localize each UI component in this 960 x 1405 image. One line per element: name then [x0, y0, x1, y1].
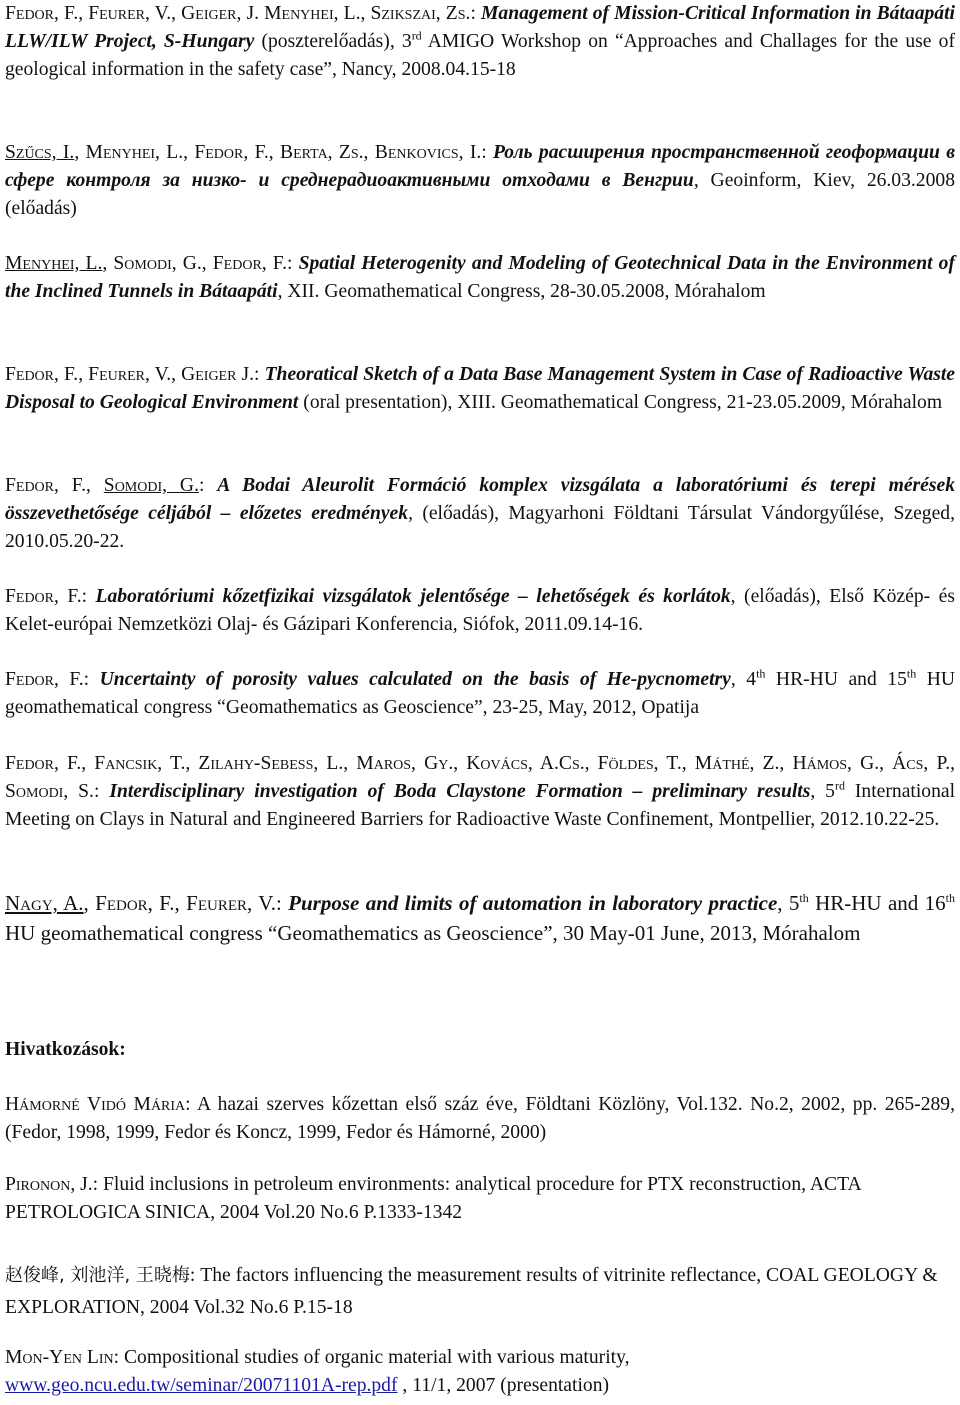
publication-entry: Fedor, F., Fancsik, T., Zilahy-Sebess, L., Maros, Gy., Kovács, A.Cs., Földes, T., Máthé, Z., Hámos, G., Ács, P., Somodi, S.: Interdisciplinary investigation of Boda Claystone Formation – preliminary results, 5rd International Meeting on Clays in Natural and Engineered Barriers for Radioactive Waste Confinement, Montpellier, 2012.10.22-25.	[5, 753, 956, 830]
citation-authors: Mon-Yen Lin	[5, 1347, 114, 1368]
citation-text: : Fluid inclusions in petroleum environments: analytical procedure for PTX reconstruction, ACTA PETROLOGICA SINICA, 2004 Vol.20 No.6 P.1333-1342	[5, 1174, 861, 1223]
citation-text: : Compositional studies of organic material with various maturity,	[113, 1347, 630, 1368]
entry-title: Spatial Heterogenity and Modeling of Geotechnical Data in the Environment of the Inclined Tunnels in Bátaapáti	[5, 253, 956, 302]
citation-text: : A hazai szerves kőzettan első száz éve, Földtani Közlöny, Vol.132. No.2, 2002, pp. 265-289, (Fedor, 1998, 1999, Fedor és Koncz, 1999, Fedor és Hámorné, 2000)	[5, 1094, 955, 1143]
entry-title: Management of Mission-Critical Information in Bátaapáti LLW/ILW Project, S-Hungary	[5, 3, 955, 52]
entry-title: Роль расширения пространственной геоформации в сфере контроля за низко- и среднерадиоактивными отходами в Венгрии	[5, 142, 956, 191]
citation-entry	[5, 1260, 955, 1324]
publication-entry: Fedor, F.: Laboratóriumi kőzetfizikai vizsgálatok jelentősége – lehetőségek és korlátok, (előadás), Első Közép- és Kelet-európai Nemzetközi Olaj- és Gázipari Konferencia, Siófok, 2011.09.14-16.	[5, 586, 955, 635]
entry-authors: Fedor, F.	[5, 669, 84, 690]
publication-entry: Nagy, A., Fedor, F., Feurer, V.: Purpose and limits of automation in laboratory practice, 5th HR-HU and 16th HU geomathematical congress “Geomathematics as Geoscience”, 30 May-01 June, 2013, Mórahalom	[5, 891, 955, 945]
entry-author-underlined: Menyhei, L.	[5, 253, 103, 274]
entry-authors: , Somodi, G., Fedor, F.	[102, 253, 288, 274]
entry-authors: Fedor, F., Feurer, V., Geiger J.	[5, 364, 255, 385]
entry-authors: , Fedor, F., Feurer, V.	[83, 891, 276, 915]
entry-author-underlined: Szűcs, I.	[5, 142, 75, 163]
citation-entry	[5, 1091, 955, 1147]
publication-entry: Fedor, F., Somodi, G.: A Bodai Aleurolit Formáció komplex vizsgálata a laboratóriumi és terepi mérések összevethetősége céljából – előzetes eredmények, (előadás), Magyarhoni Földtani Társulat Vándorgyűlése, Szeged, 2010.05.20-22.	[5, 475, 956, 552]
entry-authors: , Menyhei, L., Fedor, F., Berta, Zs., Benkovics, I.	[74, 142, 482, 163]
publication-entry: Menyhei, L., Somodi, G., Fedor, F.: Spatial Heterogenity and Modeling of Geotechnical Data in the Environment of the Inclined Tunnels in Bátaapáti, XII. Geomathematical Congress, 28-30.05.2008, Mórahalom	[5, 253, 956, 302]
citation-text: , 11/1, 2007 (presentation)	[397, 1375, 610, 1396]
entry-title: A Bodai Aleurolit Formáció komplex vizsgálata a laboratóriumi és terepi mérések összevethetősége céljából – előzetes eredmények	[5, 475, 955, 524]
publication-entry: Fedor, F., Feurer, V., Geiger J.: Theoratical Sketch of a Data Base Management System in Case of Radioactive Waste Disposal to Geological Environment (oral presentation), XIII. Geomathematical Congress, 21-23.05.2009, Mórahalom	[5, 364, 955, 413]
publication-entry: Fedor, F.: Uncertainty of porosity values calculated on the basis of He-pycnometry, 4th HR-HU and 15th HU geomathematical congress “Geomathematics as Geoscience”, 23-25, May, 2012, Opatija	[5, 666, 956, 718]
citation-link[interactable]: www.geo.ncu.edu.tw/seminar/20071101A-rep.pdf	[5, 1375, 398, 1396]
citation-text: : The factors influencing the measurement results of vitrinite reflectance, COAL GEOLOGY & EXPLORATION, 2004 Vol.32 No.6 P.15-18	[5, 1265, 938, 1318]
publication-entry: Fedor, F., Feurer, V., Geiger, J. Menyhei, L., Szikszai, Zs.: Management of Mission-Critical Information in Bátaapáti LLW/ILW Project, S-Hungary (poszterelőadás), 3rd AMIGO Workshop on “Approaches and Challages for the use of geological information in the safety case”, Nancy, 2008.04.15-18	[5, 3, 955, 80]
citation-entry	[5, 1344, 955, 1400]
entry-title: Uncertainty of porosity values calculated on the basis of He-pycnometry	[99, 669, 731, 690]
citation-entry	[5, 1171, 955, 1227]
entry-title: Theoratical Sketch of a Data Base Management System in Case of Radioactive Waste Disposal to Geological Environment	[5, 364, 955, 413]
entry-title: Laboratóriumi kőzetfizikai vizsgálatok jelentősége – lehetőségek és korlátok	[95, 586, 731, 607]
entry-title: Purpose and limits of automation in laboratory practice	[288, 891, 778, 915]
entry-title: Interdisciplinary investigation of Boda Claystone Formation – preliminary results	[109, 781, 811, 802]
entry-authors: Fedor, F., Feurer, V., Geiger, J. Menyhei, L., Szikszai, Zs.	[5, 3, 471, 24]
citation-authors: Hámorné Vidó Mária	[5, 1094, 186, 1115]
entry-author-underlined: Nagy, A.	[5, 891, 84, 915]
citations-heading: Hivatkozások:	[5, 1039, 126, 1060]
entry-authors: Fedor, F.,	[5, 475, 104, 496]
entry-authors: Fedor, F., Fancsik, T., Zilahy-Sebess, L., Maros, Gy., Kovács, A.Cs., Földes, T., Máthé, Z., Hámos, G., Ács, P., Somodi, S.	[5, 753, 955, 802]
entry-authors: Fedor, F.	[5, 586, 82, 607]
entry-author-underlined: Somodi, G.	[103, 475, 199, 496]
publication-entry: Szűcs, I., Menyhei, L., Fedor, F., Berta, Zs., Benkovics, I.: Роль расширения пространственной геоформации в сфере контроля за низко- и среднерадиоактивными отходами в Венгрии, Geoinform, Kiev, 26.03.2008 (előadás)	[5, 142, 956, 219]
citation-authors: 赵俊峰, 刘池洋, 王晓梅	[5, 1265, 190, 1286]
citation-authors: Pironon, J.	[5, 1174, 93, 1195]
